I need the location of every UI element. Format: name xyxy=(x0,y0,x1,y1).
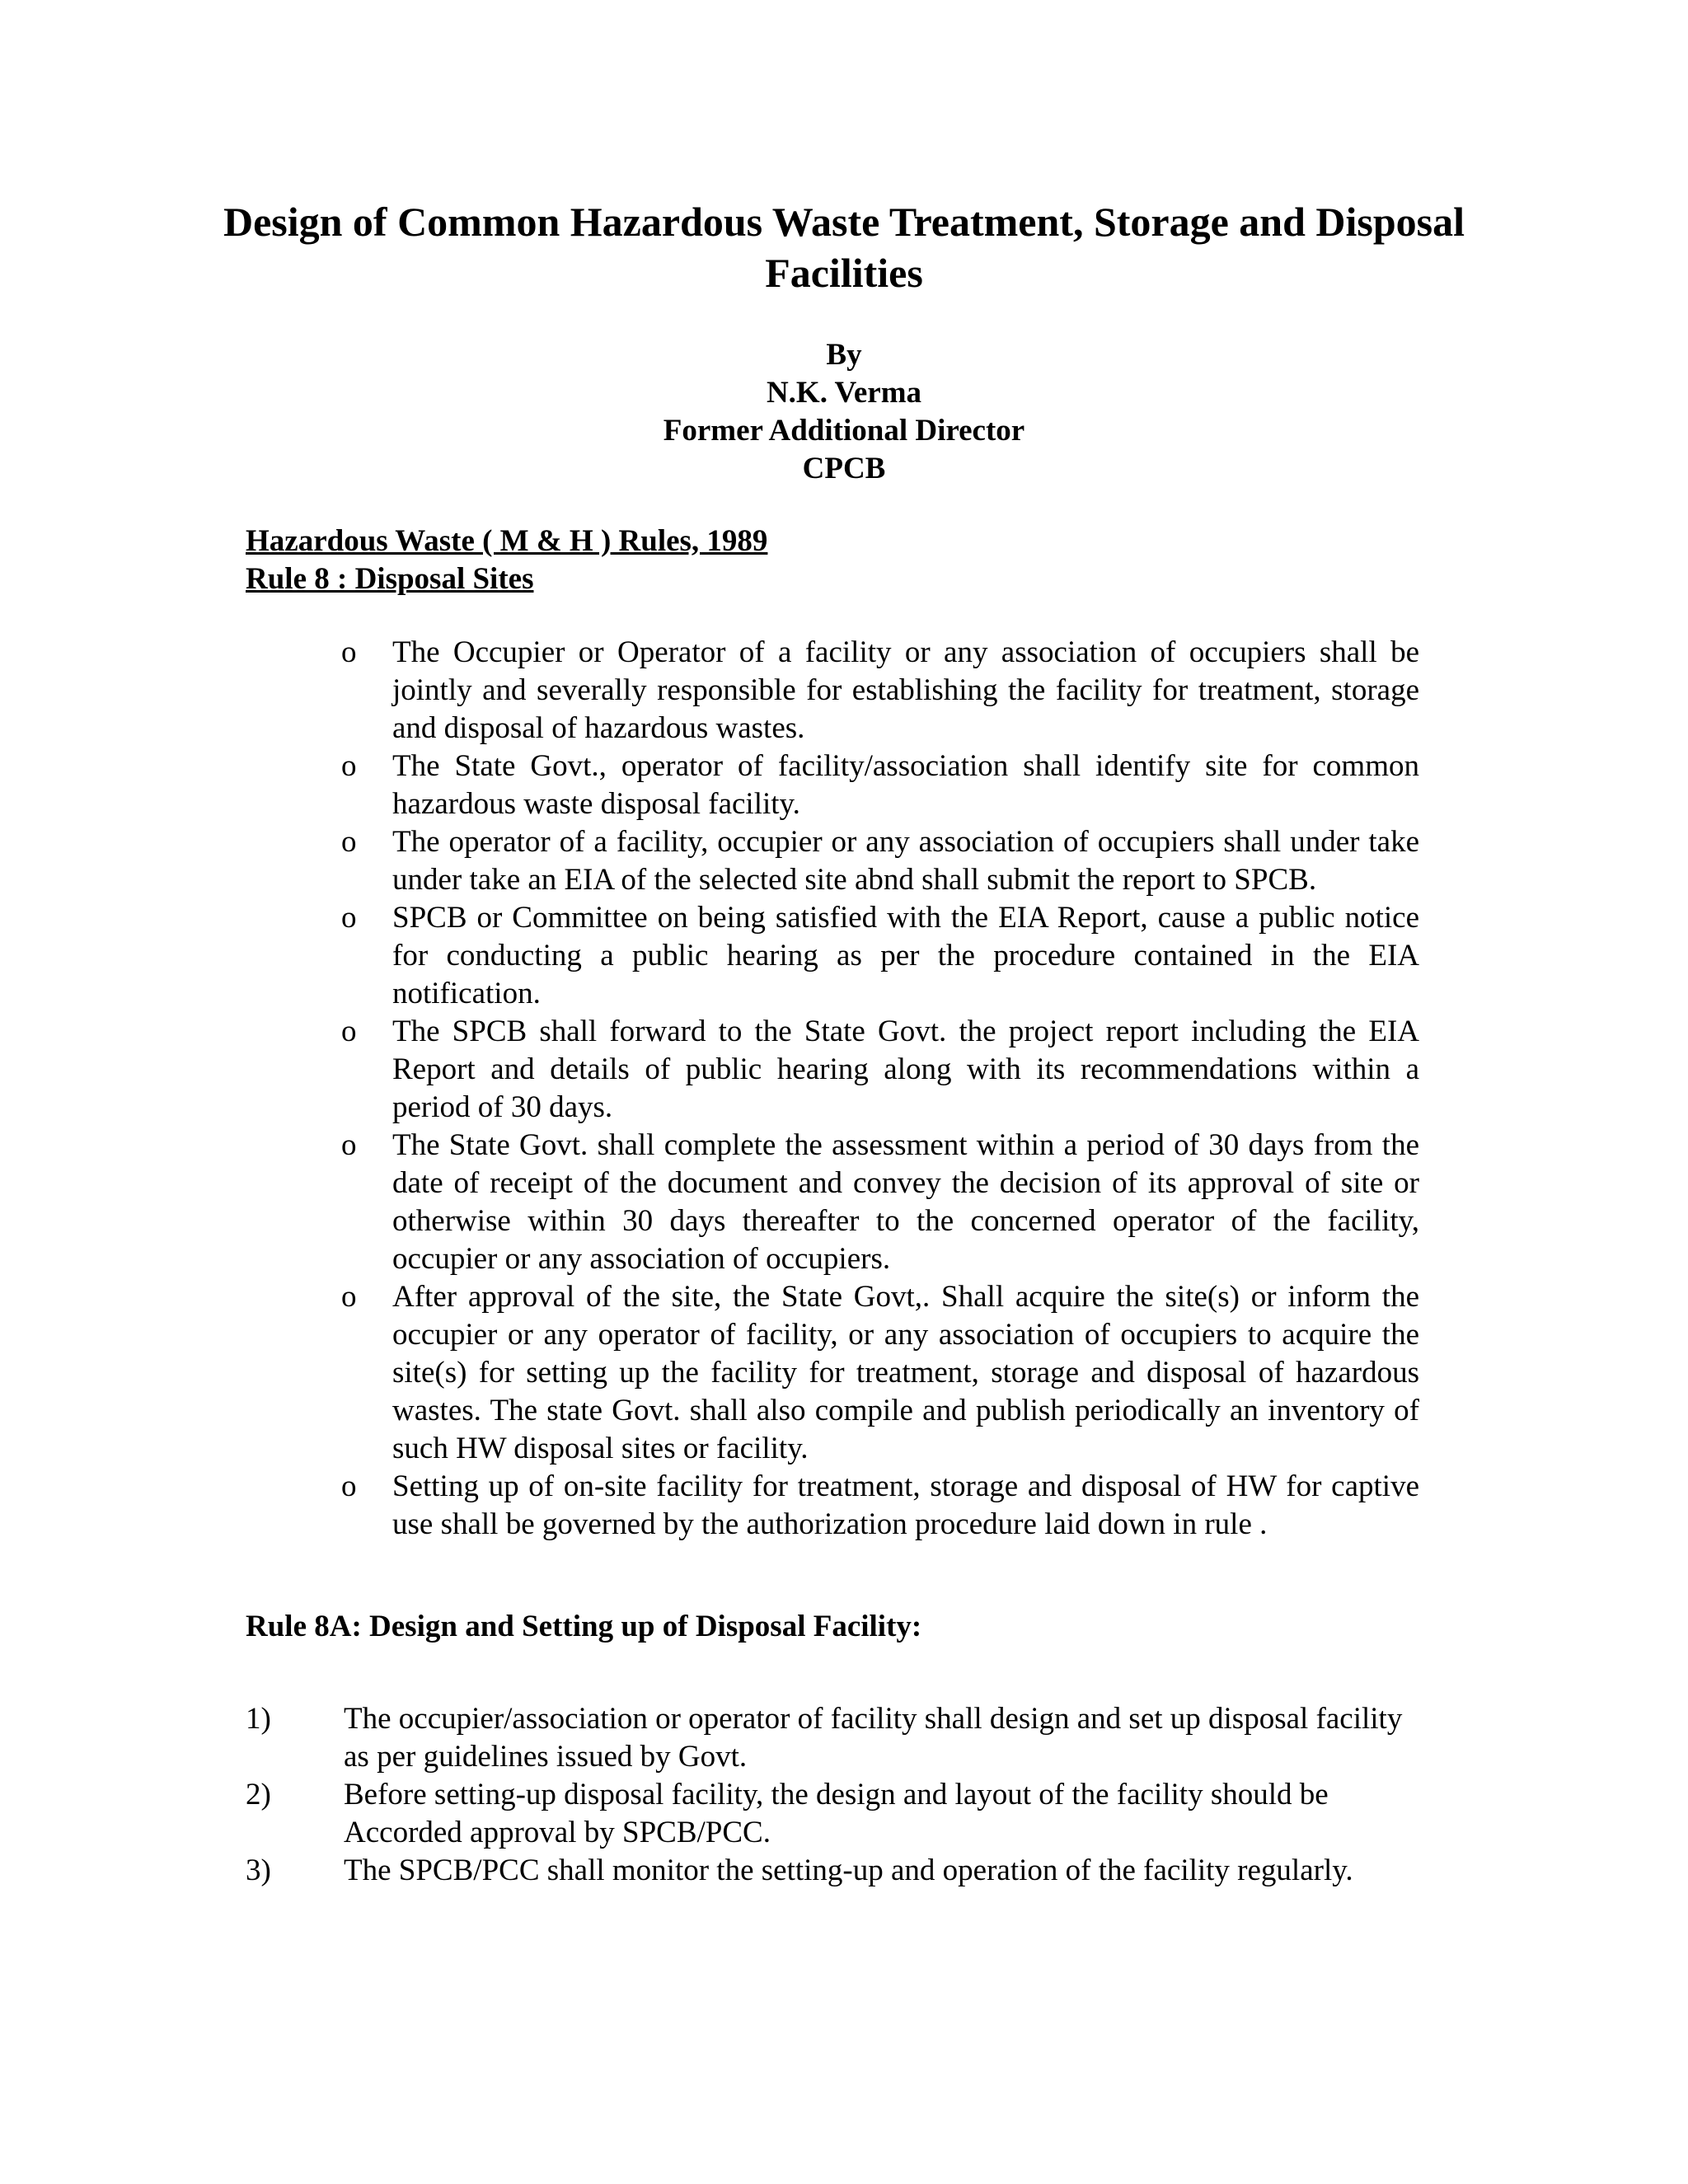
list-item-number: 3) xyxy=(246,1854,271,1887)
list-item-text: The Occupier or Operator of a facility or any association of occupiers shall be jointly and severally responsible for establishing the facility for treatment, storage and disposal of hazardous wastes. xyxy=(392,635,1419,745)
bullet-marker: o xyxy=(341,1128,357,1162)
section-heading-rule-8a: Rule 8A: Design and Setting up of Disposal Facility: xyxy=(246,1610,922,1643)
list-item xyxy=(0,1127,1688,1278)
list-item xyxy=(0,634,1688,748)
section-heading-rules: Hazardous Waste ( M & H ) Rules, 1989 xyxy=(246,524,768,558)
list-item-text: The SPCB/PCC shall monitor the setting-up and operation of the facility regularly. xyxy=(344,1854,1353,1887)
list-item xyxy=(0,1468,1688,1544)
list-item xyxy=(0,823,1688,899)
list-item-text: The State Govt. shall complete the assessment within a period of 30 days from the date of receipt of the document and convey the decision of its approval of site or otherwise within 30 days thereafter to the concerned operator of the facility, occupier or any association of occupiers. xyxy=(392,1128,1419,1276)
rule-8-bullet-list xyxy=(0,634,1688,1544)
bullet-marker: o xyxy=(341,901,357,935)
bullet-marker: o xyxy=(341,825,357,859)
list-item xyxy=(0,748,1688,823)
list-item xyxy=(0,1278,1688,1468)
bullet-marker: o xyxy=(341,635,357,669)
author-designation: Former Additional Director xyxy=(663,414,1025,448)
list-item xyxy=(0,1852,1688,1890)
list-item xyxy=(0,1700,1688,1776)
author-organisation: CPCB xyxy=(802,452,886,485)
list-item-text: Setting up of on-site facility for treatment, storage and disposal of HW for captive use shall be governed by the authorization procedure laid down in rule . xyxy=(392,1469,1419,1541)
list-item xyxy=(0,1013,1688,1127)
bullet-marker: o xyxy=(341,749,357,783)
list-item-text: The SPCB shall forward to the State Govt. the project report including the EIA Report and details of public hearing along with its recommendations within a period of 30 days. xyxy=(392,1015,1419,1124)
rule-8a-numbered-list xyxy=(0,1700,1688,1890)
bullet-marker: o xyxy=(341,1469,357,1503)
list-item-text: Before setting-up disposal facility, the design and layout of the facility should be Accorded approval by SPCB/PCC. xyxy=(344,1778,1329,1849)
list-item xyxy=(0,1776,1688,1852)
list-item-text: The occupier/association or operator of facility shall design and set up disposal facility as per guidelines issued by Govt. xyxy=(344,1702,1403,1774)
list-item xyxy=(0,899,1688,1013)
byline xyxy=(165,336,1523,488)
list-item-text: The State Govt., operator of facility/association shall identify site for common hazardous waste disposal facility. xyxy=(392,749,1419,821)
bullet-marker: o xyxy=(341,1280,357,1314)
author-name: N.K. Verma xyxy=(766,376,922,410)
list-item-number: 1) xyxy=(246,1702,271,1736)
list-item-text: SPCB or Committee on being satisfied with the EIA Report, cause a public notice for conducting a public hearing as per the procedure contained in the EIA notification. xyxy=(392,901,1419,1010)
list-item-text: The operator of a facility, occupier or any association of occupiers shall under take under take an EIA of the selected site abnd shall submit the report to SPCB. xyxy=(392,825,1419,897)
section-heading-rule-8: Rule 8 : Disposal Sites xyxy=(246,562,534,596)
document-title: Design of Common Hazardous Waste Treatment, Storage and Disposal Facilities xyxy=(223,199,1465,296)
list-item-number: 2) xyxy=(246,1778,271,1811)
bullet-marker: o xyxy=(341,1015,357,1048)
list-item-text: After approval of the site, the State Govt,. Shall acquire the site(s) or inform the occupier or any operator of facility, or any association of occupiers to acquire the site(s) for setting up the facility for treatment, storage and disposal of hazardous wastes. The state Govt. shall also compile and publish periodically an inventory of such HW disposal sites or facility. xyxy=(392,1280,1419,1465)
byline-by: By xyxy=(826,338,862,372)
